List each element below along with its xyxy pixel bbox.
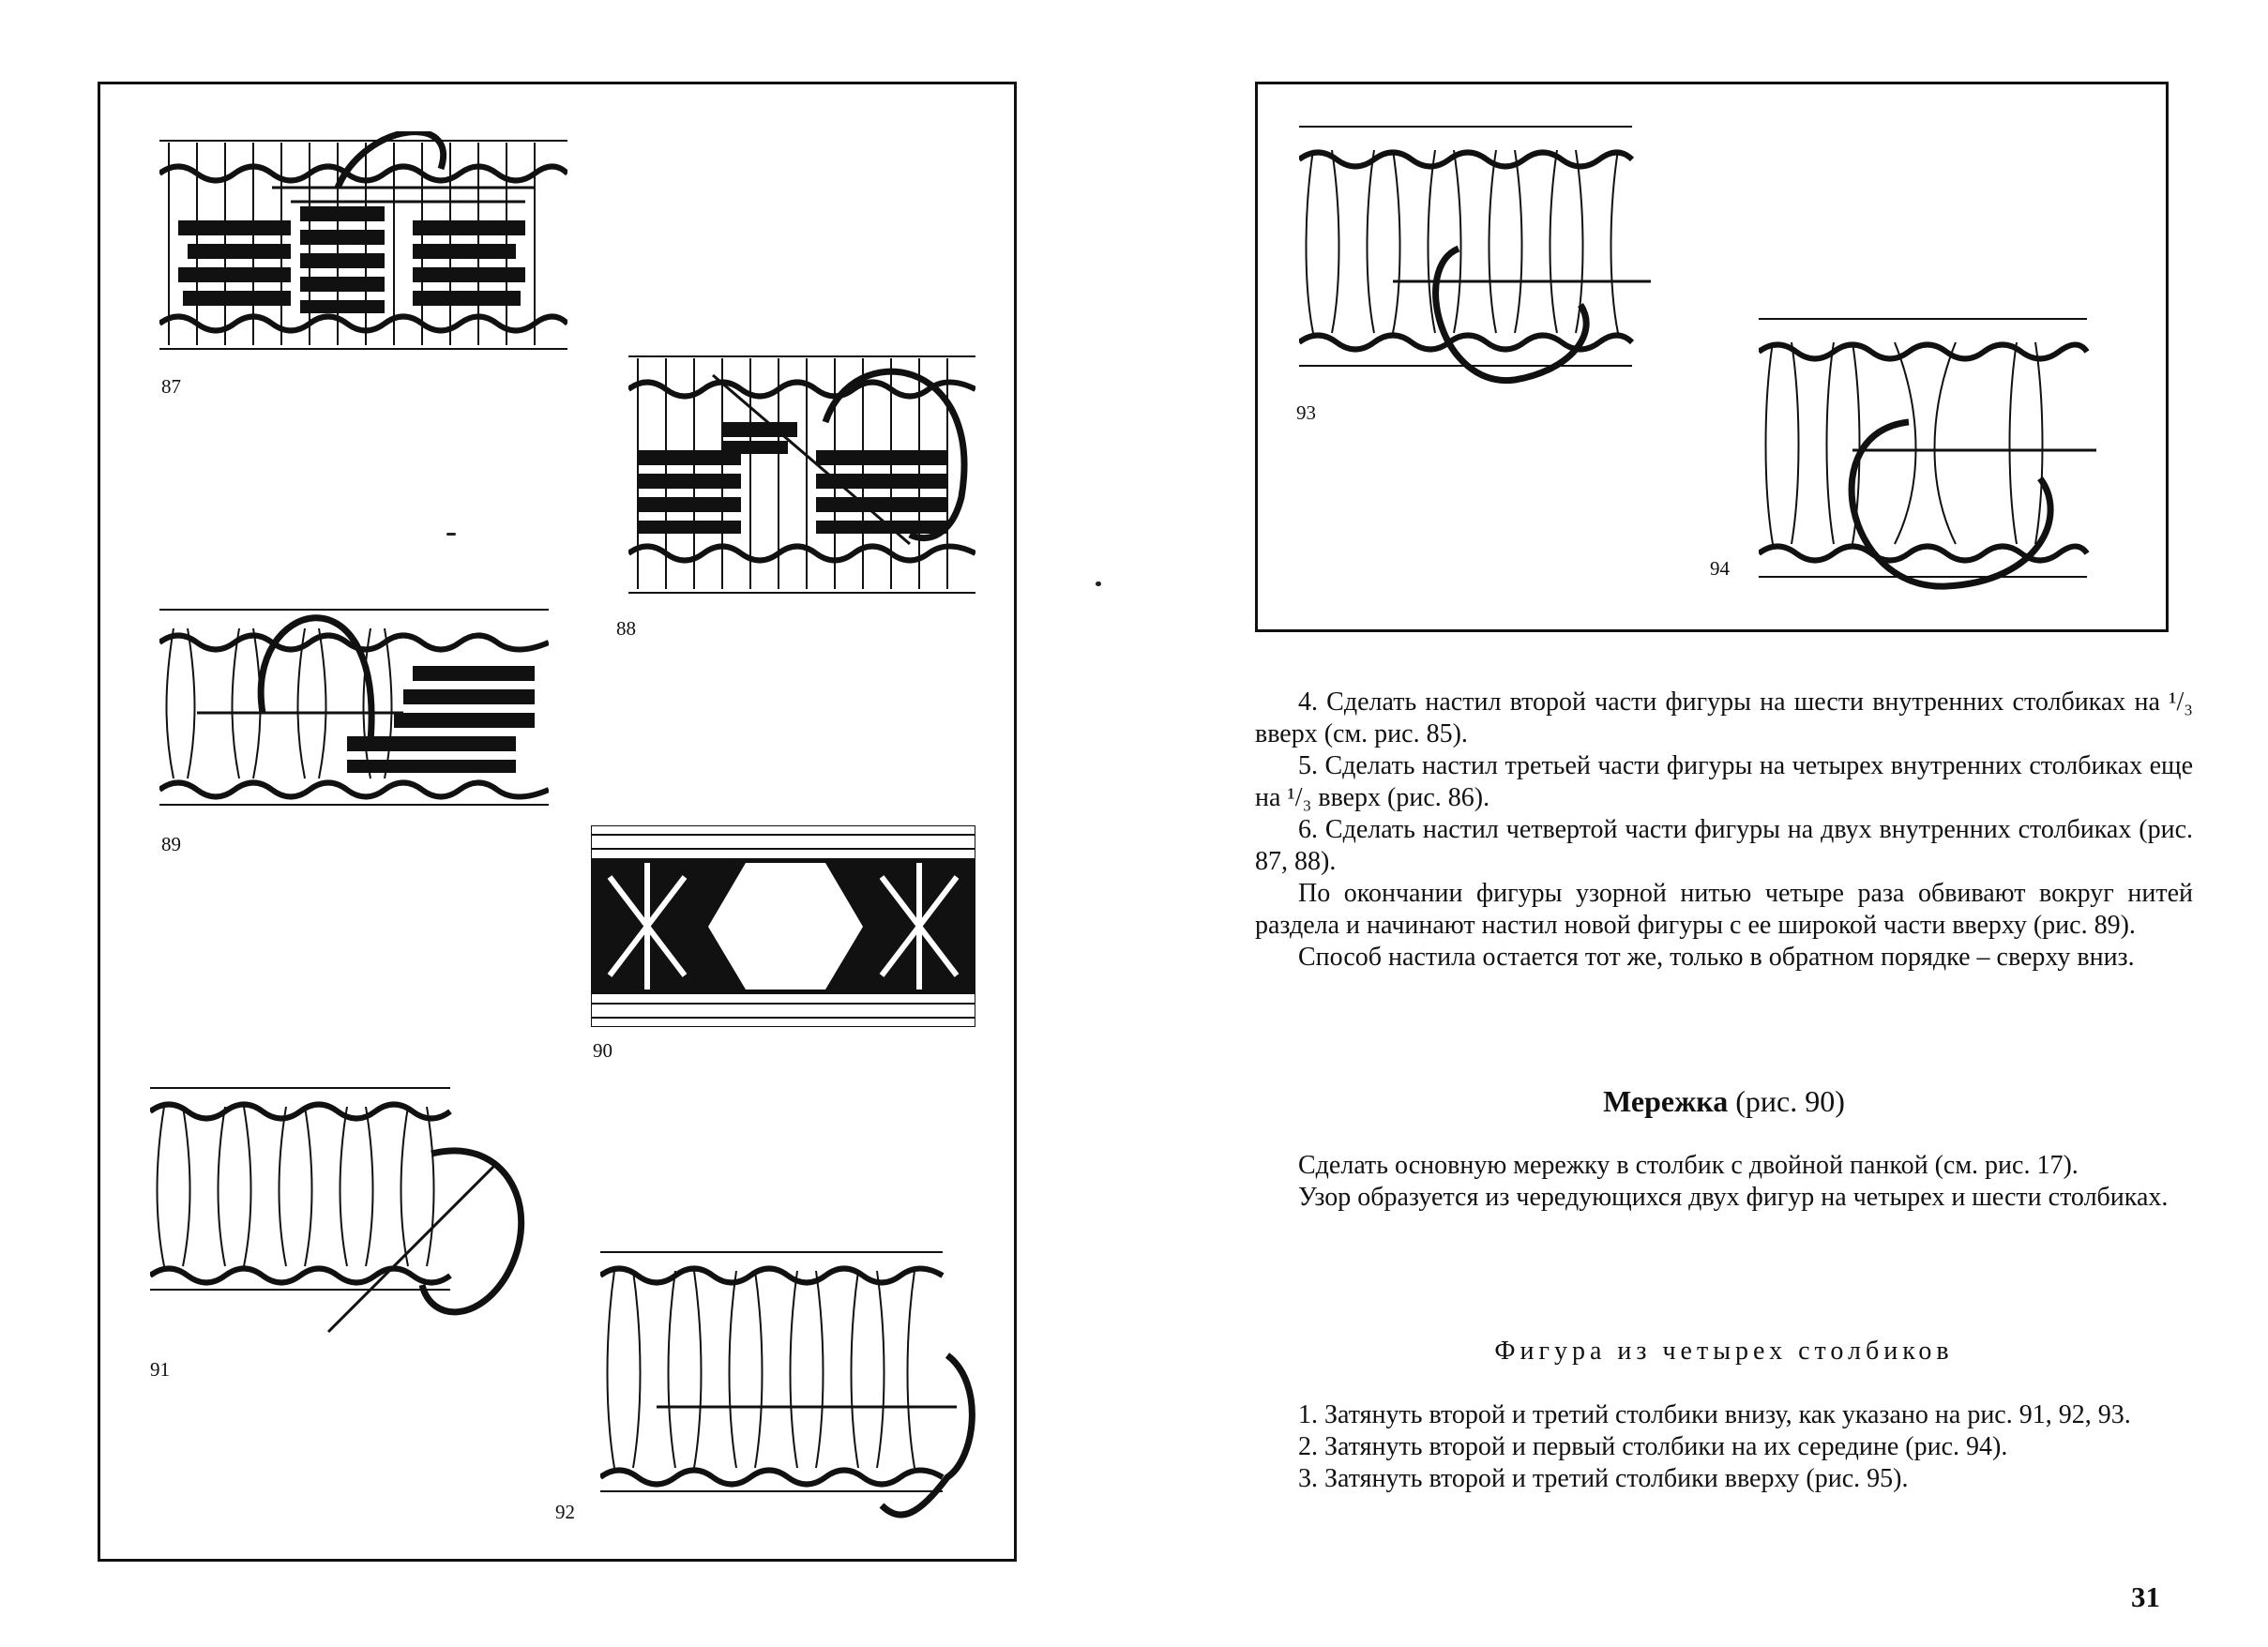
paragraph-base-hemstitch: Сделать основную мережку в столбик с двойной панкой (см. рис. 17).	[1298, 1151, 2079, 1180]
section-heading-title: Мережка	[1603, 1084, 1729, 1118]
four-columns-steps	[1255, 1399, 2193, 1495]
paragraph-figure-end: По окончании фигуры узорной нитью четыре раза обвивают вокруг нитей раздела и начинают настил новой фигуры с ее широкой части вверху (рис. 89).	[1255, 879, 2193, 940]
figure-92-number: 92	[555, 1501, 575, 1523]
step-4: 4. Сделать настил второй части фигуры на шести внутренних столбиках на ¹/₃ вверх (см. рис. 85).	[1255, 688, 2193, 748]
step-5: 5. Сделать настил третьей части фигуры на четырех внутренних столбиках еще на ¹/₃ вверх (рис. 86).	[1255, 751, 2193, 812]
figure-91-number: 91	[150, 1358, 170, 1381]
scan-mark	[1096, 582, 1101, 586]
section-heading-ref: (рис. 90)	[1728, 1084, 1845, 1118]
item-3: 3. Затянуть второй и третий столбики вверху (рис. 95).	[1298, 1464, 1909, 1493]
figure-90-number: 90	[593, 1039, 612, 1062]
step-6: 6. Сделать настил четвертой части фигуры на двух внутренних столбиках (рис. 87, 88).	[1255, 815, 2193, 876]
figure-88-number: 88	[616, 617, 636, 640]
figure-87-number: 87	[161, 375, 181, 398]
item-1: 1. Затянуть второй и третий столбики внизу, как указано на рис. 91, 92, 93.	[1298, 1400, 2131, 1429]
figure-87-illustration	[159, 131, 567, 356]
scan-mark	[446, 533, 456, 536]
figure-89-number: 89	[161, 833, 181, 855]
figure-93-number: 93	[1296, 401, 1316, 424]
mereжka-text	[1255, 1150, 2193, 1214]
figure-93-illustration	[1299, 117, 1660, 385]
figure-90-illustration	[591, 825, 975, 1027]
figure-94-illustration	[1759, 310, 2106, 596]
page-number: 31	[2131, 1580, 2160, 1613]
figure-89-illustration	[159, 582, 549, 811]
paragraph-method: Способ настила остается тот же, только в обратном порядке – сверху вниз.	[1298, 943, 2135, 972]
steps-text	[1255, 687, 2193, 974]
figure-91-illustration	[150, 1060, 549, 1341]
section-heading	[1255, 1084, 2193, 1119]
figure-92-illustration	[600, 1243, 980, 1534]
subsection-heading: Фигура из четырех столбиков	[1494, 1337, 1954, 1366]
paragraph-pattern: Узор образуется из чередующихся двух фигур на четырех и шести столбиках.	[1298, 1183, 2169, 1212]
figure-94-number: 94	[1710, 557, 1730, 580]
figure-88-illustration	[628, 347, 975, 600]
item-2: 2. Затянуть второй и первый столбики на их середине (рис. 94).	[1298, 1432, 2008, 1461]
